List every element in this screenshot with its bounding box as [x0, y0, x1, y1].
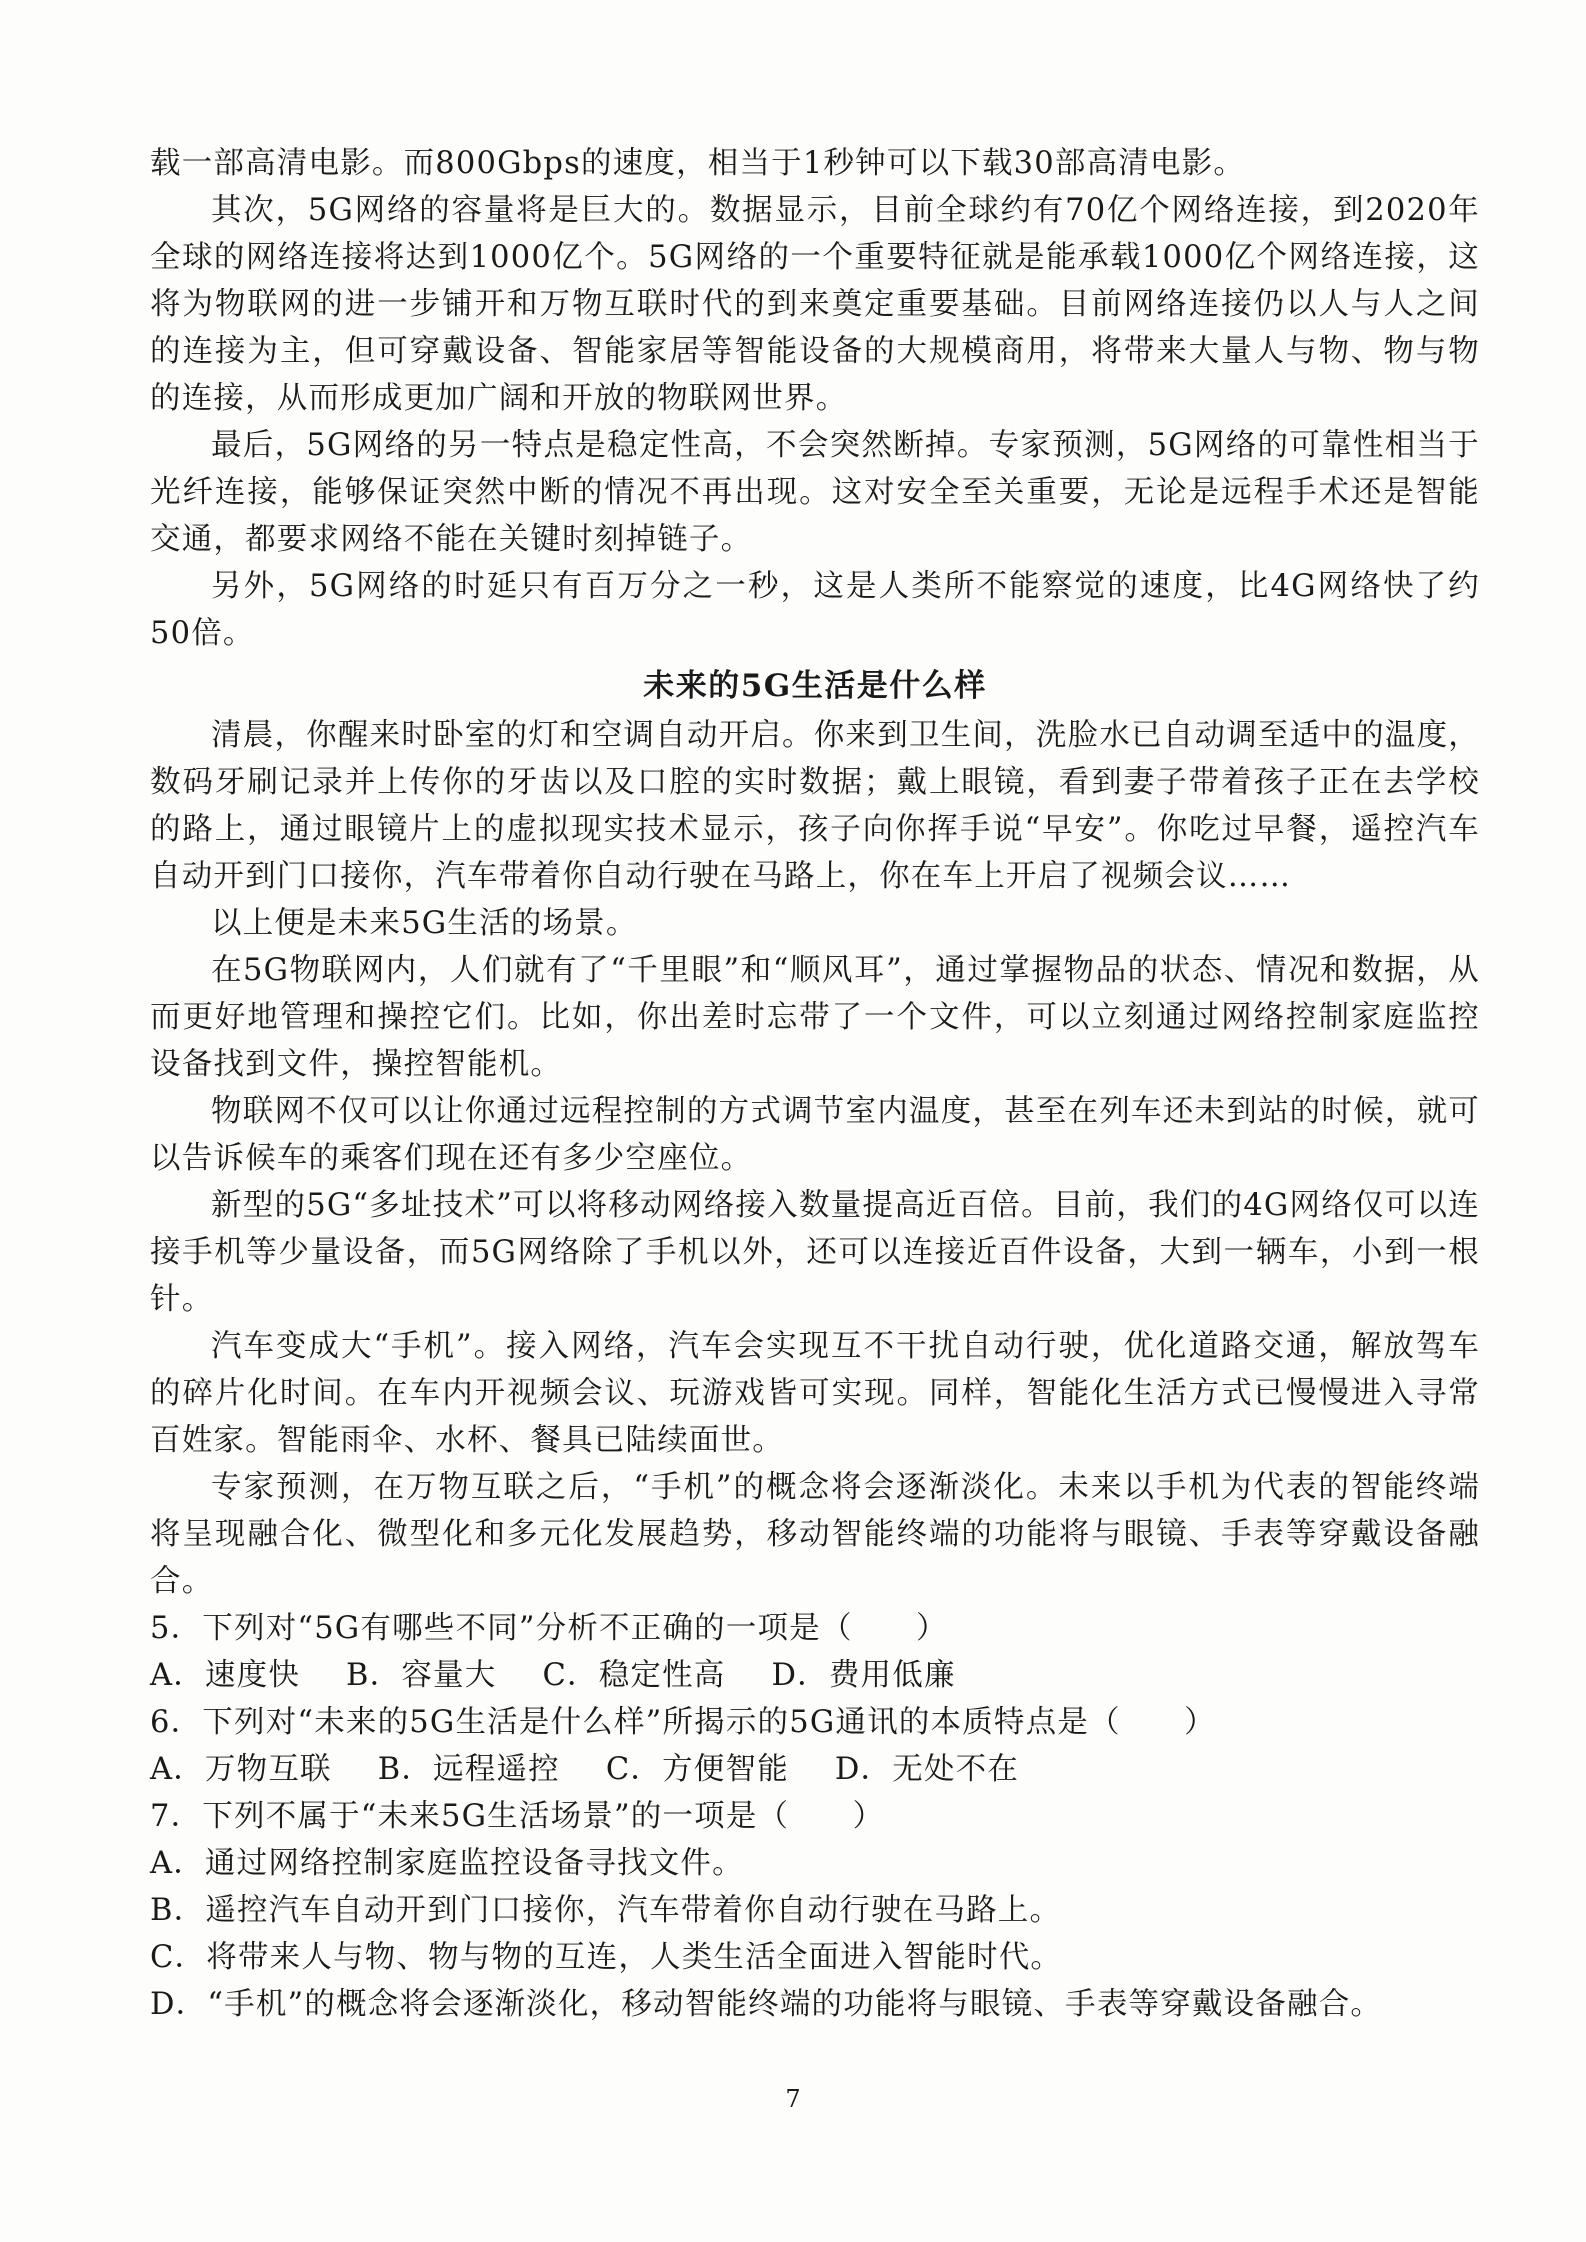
section-title: 未来的5G生活是什么样 [643, 668, 987, 704]
question-6-option-c[interactable]: C．方便智能 [605, 1752, 789, 1787]
question-5-option-d[interactable]: D．费用低廉 [771, 1658, 956, 1693]
paragraph-stability: 最后，5G网络的另一特点是稳定性高，不会突然断掉。专家预测，5G网络的可靠性相当于光纤连接，能够保证突然中断的情况不再出现。这对安全至关重要，无论是远程手术还是智能交通，都要求网络不能在关键时刻掉链子。 [150, 428, 1480, 557]
paragraph-continuation: 载一部高清电影。而800Gbps的速度，相当于1秒钟可以下载30部高清电影。 [150, 146, 1246, 181]
paragraph-iot: 在5G物联网内，人们就有了“千里眼”和“顺风耳”，通过掌握物品的状态、情况和数据，从而更好地管理和操控它们。比如，你出差时忘带了一个文件，可以立刻通过网络控制家庭监控设备找到文件，操控智能机。 [150, 953, 1480, 1082]
question-5-options [150, 1652, 1480, 1699]
page-number: 7 [785, 2085, 801, 2113]
question-5-option-b[interactable]: B．容量大 [346, 1658, 497, 1693]
question-5-stem: 5．下列对“5G有哪些不同”分析不正确的一项是（ ） [150, 1611, 948, 1646]
page-content [150, 140, 1480, 2028]
paragraph-car-phone: 汽车变成大“手机”。接入网络，汽车会实现互不干扰自动行驶，优化道路交通，解放驾车的碎片化时间。在车内开视频会议、玩游戏皆可实现。同样，智能化生活方式已慢慢进入寻常百姓家。智能雨伞、水杯、餐具已陆续面世。 [150, 1329, 1480, 1458]
question-list [150, 1605, 1480, 2028]
question-7-option-d[interactable]: D．“手机”的概念将会逐渐淡化，移动智能终端的功能将与眼镜、手表等穿戴设备融合。 [150, 1987, 1383, 2022]
paragraph-capacity: 其次，5G网络的容量将是巨大的。数据显示，目前全球约有70亿个网络连接，到2020年全球的网络连接将达到1000亿个。5G网络的一个重要特征就是能承载1000亿个网络连接，这将为物联网的进一步铺开和万物互联时代的到来奠定重要基础。目前网络连接仍以人与人之间的连接为主，但可穿戴设备、智能家居等智能设备的大规模商用，将带来大量人与物、物与物的连接，从而形成更加广阔和开放的物联网世界。 [150, 193, 1480, 416]
paragraph-latency: 另外，5G网络的时延只有百万分之一秒，这是人类所不能察觉的速度，比4G网络快了约50倍。 [150, 569, 1480, 651]
question-5-option-c[interactable]: C．稳定性高 [542, 1658, 726, 1693]
question-6-option-d[interactable]: D．无处不在 [834, 1752, 1020, 1787]
question-7-option-c[interactable]: C．将带来人与物、物与物的互连，人类生活全面进入智能时代。 [150, 1940, 1063, 1975]
paragraph-expert-forecast: 专家预测，在万物互联之后，“手机”的概念将会逐渐淡化。未来以手机为代表的智能终端将呈现融合化、微型化和多元化发展趋势，移动智能终端的功能将与眼镜、手表等穿戴设备融合。 [150, 1470, 1480, 1599]
paragraph-multiple-access: 新型的5G“多址技术”可以将移动网络接入数量提高近百倍。目前，我们的4G网络仅可以连接手机等少量设备，而5G网络除了手机以外，还可以连接近百件设备，大到一辆车，小到一根针。 [150, 1188, 1480, 1317]
question-7-option-b[interactable]: B．遥控汽车自动开到门口接你，汽车带着你自动行驶在马路上。 [150, 1893, 1062, 1928]
question-6-option-a[interactable]: A．万物互联 [150, 1752, 332, 1787]
paragraph-morning-scene: 清晨，你醒来时卧室的灯和空调自动开启。你来到卫生间，洗脸水已自动调至适中的温度，数码牙刷记录并上传你的牙齿以及口腔的实时数据；戴上眼镜，看到妻子带着孩子正在去学校的路上，通过眼镜片上的虚拟现实技术显示，孩子向你挥手说“早安”。你吃过早餐，遥控汽车自动开到门口接你，汽车带着你自动行驶在马路上，你在车上开启了视频会议…… [150, 718, 1480, 894]
question-6-option-b[interactable]: B．远程遥控 [377, 1752, 560, 1787]
question-7-option-a[interactable]: A．通过网络控制家庭监控设备寻找文件。 [150, 1846, 744, 1881]
question-7-stem: 7．下列不属于“未来5G生活场景”的一项是（ ） [150, 1799, 885, 1834]
question-6-stem: 6．下列对“未来的5G生活是什么样”所揭示的5G通讯的本质特点是（ ） [150, 1705, 1216, 1740]
paragraph-scene-summary: 以上便是未来5G生活的场景。 [211, 906, 638, 941]
question-6-options [150, 1746, 1480, 1793]
question-5-option-a[interactable]: A．速度快 [150, 1658, 301, 1693]
paragraph-remote-control: 物联网不仅可以让你通过远程控制的方式调节室内温度，甚至在列车还未到站的时候，就可以告诉候车的乘客们现在还有多少空座位。 [150, 1094, 1480, 1176]
